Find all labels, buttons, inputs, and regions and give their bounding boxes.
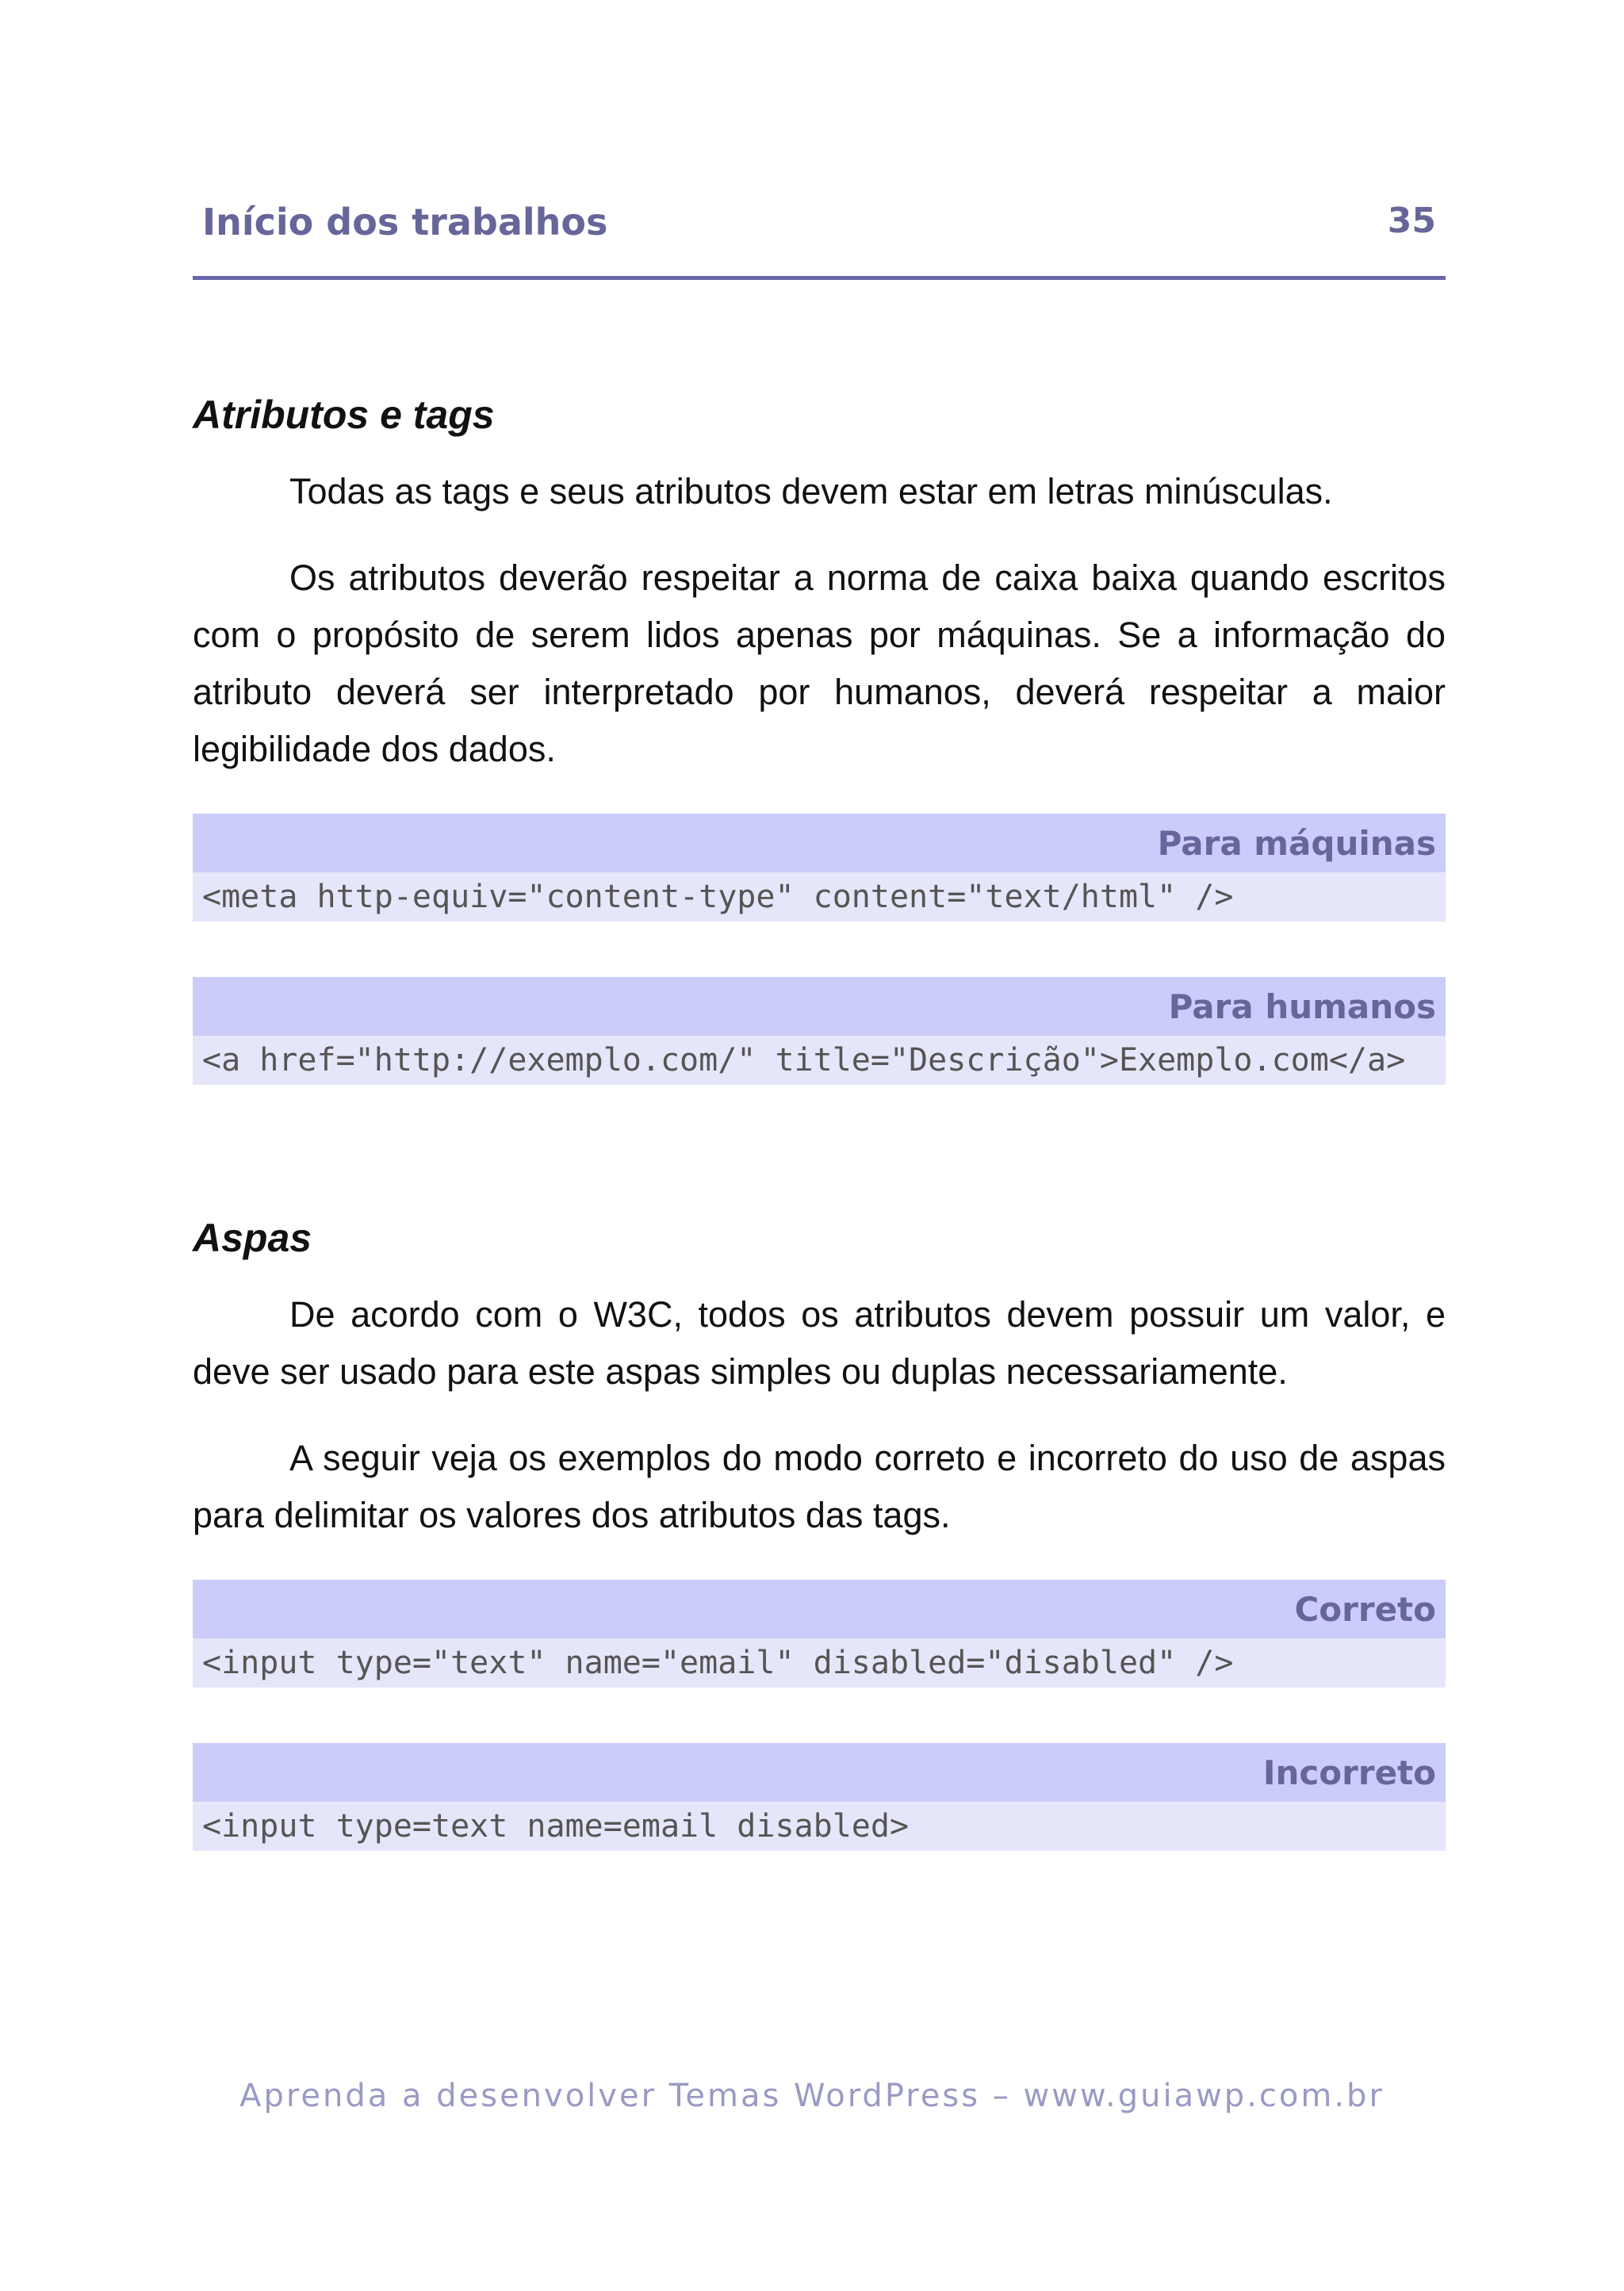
- paragraph: Todas as tags e seus atributos devem estar em letras minúsculas.: [289, 471, 1333, 511]
- page-content: [193, 381, 1446, 1851]
- chapter-title: Início dos trabalhos: [202, 201, 608, 243]
- page-footer: Aprenda a desenvolver Temas WordPress – www.guiawp.com.br: [239, 2078, 1385, 2114]
- code-label: Correto: [193, 1580, 1446, 1638]
- section-spacer: [193, 1085, 1446, 1204]
- code-label: Para máquinas: [193, 814, 1446, 872]
- code-example-maquinas: [193, 814, 1446, 921]
- paragraph: Os atributos deverão respeitar a norma de caixa baixa quando escritos com o propósito de serem lidos apenas por máquinas. Se a informação do atributo deverá ser interpretado por humanos, deverá respeitar a maior legibilidade dos dados.: [193, 557, 1446, 769]
- paragraph: De acordo com o W3C, todos os atributos devem possuir um valor, e deve ser usado para este aspas simples ou duplas necessariamente.: [193, 1294, 1446, 1392]
- code-snippet: <input type=text name=email disabled>: [193, 1802, 1446, 1851]
- code-example-correto: [193, 1580, 1446, 1688]
- code-example-humanos: [193, 977, 1446, 1085]
- code-label: Para humanos: [193, 977, 1446, 1036]
- code-snippet: <a href="http://exemplo.com/" title="Descrição">Exemplo.com</a>: [193, 1036, 1446, 1085]
- section-title-atributos: Atributos e tags: [193, 393, 495, 437]
- page-number: 35: [1387, 201, 1436, 241]
- code-snippet: <input type="text" name="email" disabled="disabled" />: [193, 1638, 1446, 1688]
- code-example-incorreto: [193, 1743, 1446, 1851]
- code-label: Incorreto: [193, 1743, 1446, 1802]
- code-snippet: <meta http-equiv="content-type" content="text/html" />: [193, 872, 1446, 921]
- page-header: [193, 197, 1446, 280]
- paragraph: A seguir veja os exemplos do modo correto e incorreto do uso de aspas para delimitar os valores dos atributos das tags.: [193, 1438, 1446, 1535]
- section-title-aspas: Aspas: [193, 1216, 312, 1260]
